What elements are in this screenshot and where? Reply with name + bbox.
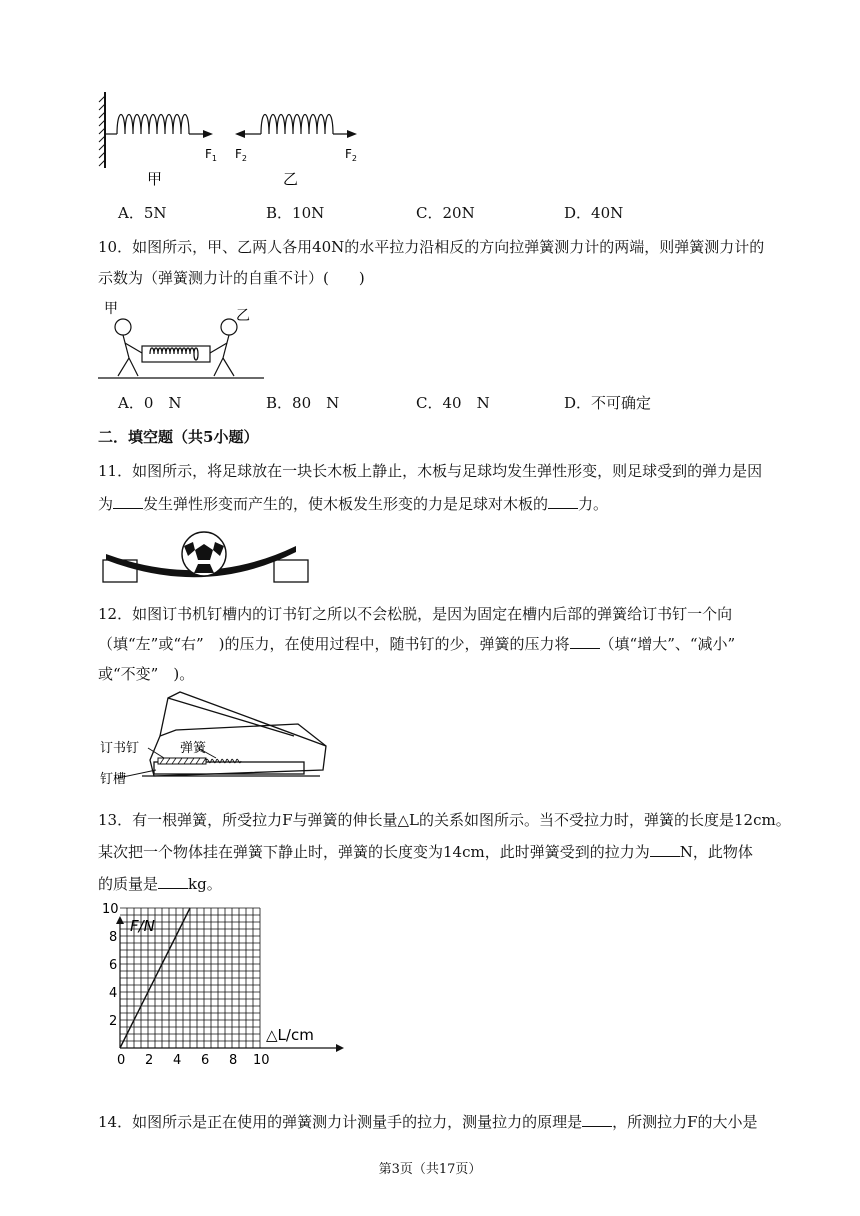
q10-option-b: B．80 N [266,394,340,412]
label-jia: 甲 [147,170,163,188]
section-heading: 二．填空题（共5小题） [98,428,259,446]
spring-figure-jia-yi [95,88,375,190]
y-tick-label: 2 [109,1014,118,1029]
q9-option-c: C．20N [416,204,475,222]
answer-blank[interactable] [570,634,600,649]
f1-label: $F_1$ [205,147,217,163]
q13-line3: 的质量是 kg。 [98,875,222,893]
q12-line2: （填“左”或“右” )的压力，在使用过程中，随书钉的少，弹簧的压力将 （填“增大”、“减小” [98,635,736,653]
q10-option-a: A．0 N [118,394,182,412]
answer-blank[interactable] [548,494,578,509]
label-staple: 订书钉 [100,741,140,756]
q10-line2: 示数为（弹簧测力计的自重不计）( ) [98,269,365,287]
answer-blank[interactable] [113,494,143,509]
answer-blank[interactable] [158,874,188,889]
f2-left-label: $F_2$ [235,147,247,163]
y-tick-label: 8 [109,930,118,945]
q13-line1: 13．有一根弹簧，所受拉力F与弹簧的伸长量△L的关系如图所示。当不受拉力时，弹簧的长度是12cm。 [98,811,791,829]
q9-options [118,203,738,223]
label-yi: 乙 [283,170,299,188]
q12-line1: 12．如图订书机钉槽内的订书钉之所以不会松脱，是因为固定在槽内后部的弹簧给订书钉一个向 [98,605,733,623]
y-tick-label: 10 [102,902,119,917]
y-axis-arrow [116,916,124,924]
y-tick-label: 6 [109,958,118,973]
page-footer: 第3页（共17页） [378,1162,482,1177]
x-axis-arrow [336,1044,344,1052]
q14-line1: 14．如图所示是正在使用的弹簧测力计测量手的拉力，测量拉力的原理是 ，所测拉力F的大小是 [98,1113,758,1131]
force-extension-chart [96,902,346,1070]
x-tick-label: 4 [173,1053,182,1068]
x-axis-label: △L/cm [266,1026,314,1044]
y-tick-label: 4 [109,986,118,1001]
answer-blank[interactable] [582,1112,612,1127]
fig10-label-yi: 乙 [236,308,250,324]
label-slot: 钉槽 [100,772,127,787]
q11-line1: 11．如图所示，将足球放在一块长木板上静止，木板与足球均发生弹性形变，则足球受到的弹力是因 [98,462,763,480]
q10-option-d: D．不可确定 [564,394,652,412]
ball-on-board-figure [98,528,313,586]
answer-blank[interactable] [650,842,680,857]
x-tick-label: 6 [201,1053,210,1068]
q13-line2: 某次把一个物体挂在弹簧下静止时，弹簧的长度变为14cm，此时弹簧受到的拉力为 N，此物体 [98,843,753,861]
q10-options [118,393,738,413]
f2-right-label: $F_2$ [345,147,357,163]
x-tick-label: 0 [117,1053,126,1068]
stapler-figure [98,690,330,790]
q9-option-b: B．10N [266,204,325,222]
fig10-label-jia: 甲 [104,301,118,317]
tug-figure [96,298,266,384]
q10-line1: 10．如图所示，甲、乙两人各用40N的水平拉力沿相反的方向拉弹簧测力计的两端，则弹簧测力计的 [98,238,765,256]
x-tick-label: 10 [253,1053,270,1068]
q9-option-a: A．5N [118,204,167,222]
q11-line2: 为 发生弹性形变而产生的，使木板发生形变的力是足球对木板的 力。 [98,495,609,513]
x-tick-label: 2 [145,1053,154,1068]
q9-option-d: D．40N [564,204,624,222]
q10-option-c: C．40 N [416,394,490,412]
label-spring: 弹簧 [180,741,207,756]
q12-line3: 或“不变” )。 [98,665,195,683]
y-axis-label: F/N [130,917,155,935]
x-tick-label: 8 [229,1053,238,1068]
